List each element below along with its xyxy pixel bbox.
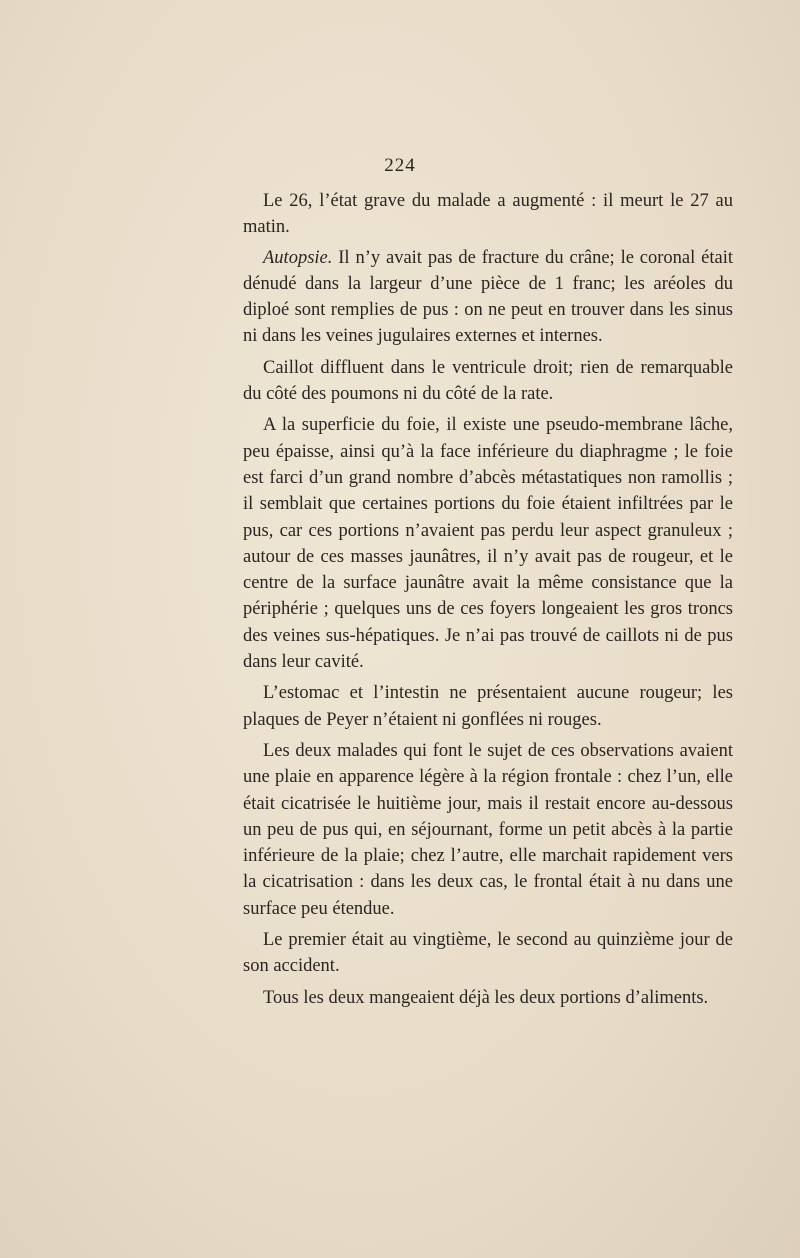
paragraph-stomach <box>243 680 733 733</box>
body-text <box>243 188 733 1016</box>
paragraph-text: Il n’y avait pas de fracture du crâne; le coronal était dénudé dans la largeur d’une pièce de 1 franc; les aréoles du diploé sont remplies de pus : on ne peut en trouver dans les sinus ni dans les veines jugulaires externes et internes. <box>243 247 733 347</box>
paragraph-death <box>243 188 733 241</box>
page-number: 224 <box>384 155 416 176</box>
autopsy-heading: Autopsie. <box>263 247 333 268</box>
paragraph-two-patients <box>243 738 733 922</box>
paragraph-text: Tous les deux mangeaient déjà les deux portions d’aliments. <box>263 987 709 1008</box>
paragraph-text: Les deux malades qui font le sujet de ces observations avaient une plaie en apparence légère à la région frontale : chez l’un, elle était cicatrisée le huitième jour, mais il restait encore au-dessous un peu de pus qui, en séjournant, forme un petit abcès à la partie inférieure de la plaie; chez l’autre, elle marchait rapidement vers la cicatrisation : dans les deux cas, le frontal était à nu dans une surface peu étendue. <box>243 740 733 919</box>
paragraph-eating <box>243 985 733 1011</box>
paragraph-clot <box>243 355 733 408</box>
paragraph-liver <box>243 412 733 675</box>
paragraph-text: Caillot diffluent dans le ventricule droit; rien de remarquable du côté des poumons ni du côté de la rate. <box>243 357 733 405</box>
paragraph-text: L’estomac et l’intestin ne présentaient aucune rougeur; les plaques de Peyer n’étaient ni gonflées ni rouges. <box>243 683 733 730</box>
paragraph-autopsy <box>243 245 733 350</box>
paragraph-text: Le premier était au vingtième, le second au quinzième jour de son accident. <box>243 930 733 977</box>
paragraph-text: A la superficie du foie, il existe une pseudo-membrane lâche, peu épaisse, ainsi qu’à la face inférieure du diaphragme ; le foie est farci d’un grand nombre d’abcès métastatiques non ramollis ; il semblait que certaines portions du foie étaient infiltrées par le pus, car ces portions n’avaient pas perdu leur aspect granuleux ; autour de ces masses jaunâtres, il n’y avait pas de rougeur, et le centre de la surface jaunâtre avait la même consistance que la périphérie ; quelques uns de ces foyers longeaient les gros troncs des veines sus-hépatiques. Je n’ai pas trouvé de caillots ni de pus dans leur cavité. <box>243 415 733 673</box>
paragraph-first-second <box>243 927 733 980</box>
paragraph-text: Le 26, l’état grave du malade a augmenté : il meurt le 27 au matin. <box>243 191 733 238</box>
